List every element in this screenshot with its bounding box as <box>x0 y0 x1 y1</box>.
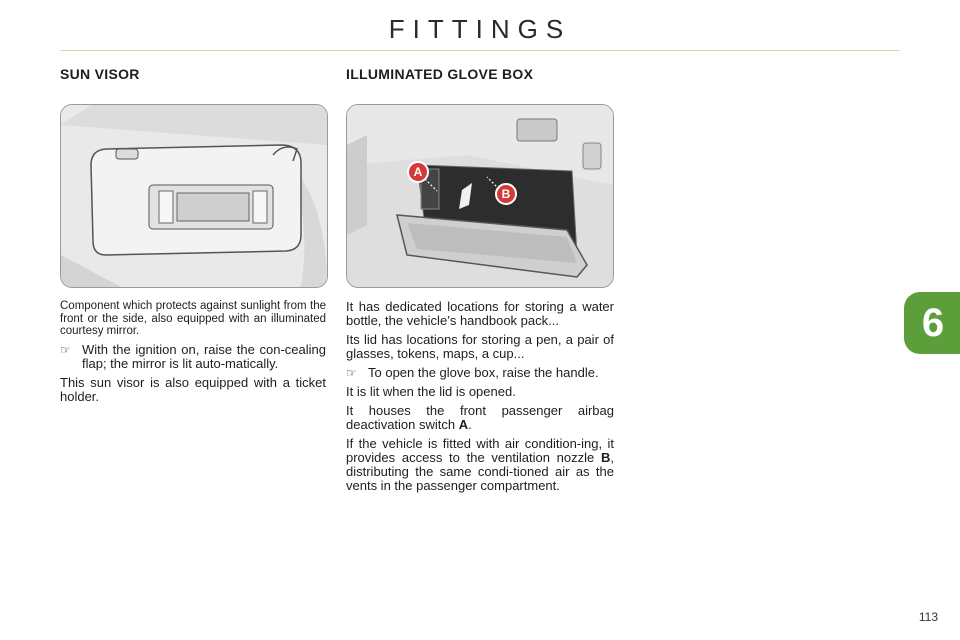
title-rule <box>60 50 900 51</box>
glove-box-p5-text: If the vehicle is fitted with air condition-ing, it provides access to the ventilation nozzle <box>346 436 614 465</box>
glove-box-bullet-text: To open the glove box, raise the handle. <box>368 365 599 380</box>
glove-box-p1: It has dedicated locations for storing a water bottle, the vehicle’s handbook pack... <box>346 299 614 328</box>
hand-pointer-icon: ☞ <box>346 366 357 380</box>
sun-visor-text <box>60 300 326 409</box>
glove-box-bullet <box>346 366 614 380</box>
sun-visor-illustration <box>60 104 328 288</box>
glove-box-heading: ILLUMINATED GLOVE BOX <box>346 66 534 82</box>
glove-box-p5 <box>346 437 614 493</box>
sun-visor-intro: Component which protects against sunlight from the front or the side, also equipped with an illuminated courtesy mirror. <box>60 300 326 337</box>
chapter-number: 6 <box>921 301 945 345</box>
page-number: 113 <box>918 610 938 624</box>
sun-visor-bullet-text: With the ignition on, raise the con-cealing flap; the mirror is lit auto-matically. <box>82 341 326 371</box>
glove-box-p5-end: , distributing the same condi-tioned air as the vents in the passenger compartment. <box>346 450 614 493</box>
glove-box-illustration <box>346 104 614 288</box>
glove-box-p3: It is lit when the lid is opened. <box>346 384 516 399</box>
page-title: FITTINGS <box>388 14 572 44</box>
callout-a-label: A <box>413 165 423 179</box>
glove-box-p4 <box>346 404 614 432</box>
sun-visor-heading: SUN VISOR <box>60 66 140 82</box>
glove-box-text <box>346 300 614 498</box>
glove-box-p4-text: It houses the front passenger airbag deactivation switch <box>346 403 614 432</box>
hand-pointer-icon: ☞ <box>60 342 71 357</box>
glove-box-p4-end: . <box>468 417 472 432</box>
sun-visor-bullet <box>60 343 326 371</box>
glove-box-p4-bold: A <box>458 417 469 432</box>
glove-box-p2: Its lid has locations for storing a pen, a pair of glasses, tokens, maps, a cup... <box>346 332 614 361</box>
glove-box-p5-bold: B <box>600 450 611 465</box>
callout-b-label: B <box>501 187 511 201</box>
sun-visor-extra: This sun visor is also equipped with a ticket holder. <box>60 374 326 404</box>
